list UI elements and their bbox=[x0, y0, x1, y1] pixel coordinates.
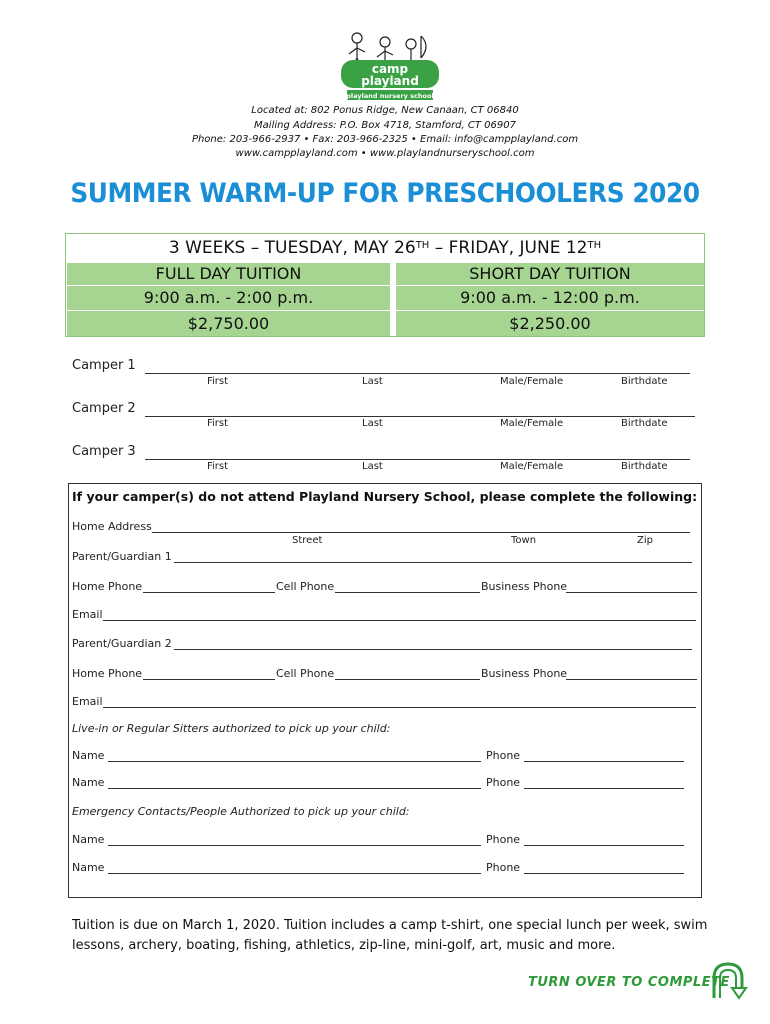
p2-cell-phone-label: Cell Phone bbox=[276, 667, 335, 680]
camper-2-field[interactable] bbox=[145, 416, 695, 417]
emergency-2-phone-label: Phone bbox=[486, 861, 521, 874]
camper-2-label: Camper 2 bbox=[72, 401, 136, 416]
town-label: Town bbox=[511, 535, 537, 546]
p1-cell-phone-label: Cell Phone bbox=[276, 580, 335, 593]
p2-email-field[interactable] bbox=[103, 707, 696, 708]
tuition-table bbox=[65, 233, 705, 337]
short-day-label: SHORT DAY TUITION bbox=[396, 263, 704, 285]
street-label: Street bbox=[292, 535, 323, 546]
turn-over-text: TURN OVER TO COMPLETE bbox=[528, 975, 730, 990]
mailing-address: Mailing Address: P.O. Box 4718, Stamford, CT 06907 bbox=[254, 120, 516, 131]
camper-3-first: First bbox=[207, 461, 229, 472]
p2-business-phone-field[interactable] bbox=[566, 679, 697, 680]
camper-2-birthdate: Birthdate bbox=[621, 418, 668, 429]
dates-end-suffix: TH bbox=[587, 240, 602, 251]
parent2-label: Parent/Guardian 2 bbox=[72, 637, 172, 650]
p2-home-phone-label: Home Phone bbox=[72, 667, 143, 680]
dates-start-suffix: TH bbox=[415, 240, 430, 251]
parent1-label: Parent/Guardian 1 bbox=[72, 550, 172, 563]
p1-home-phone-label: Home Phone bbox=[72, 580, 143, 593]
p2-business-phone-label: Business Phone bbox=[481, 667, 568, 680]
logo-tagline: playland nursery school bbox=[346, 92, 434, 100]
p1-cell-phone-field[interactable] bbox=[335, 592, 480, 593]
parent1-field[interactable] bbox=[174, 562, 692, 563]
emergency-1-phone-label: Phone bbox=[486, 833, 521, 846]
sitter-2-phone-field[interactable] bbox=[524, 788, 684, 789]
dates-start: 3 WEEKS – TUESDAY, MAY 26 bbox=[168, 238, 416, 258]
emergency-heading: Emergency Contacts/People Authorized to pick up your child: bbox=[72, 805, 410, 818]
emergency-2-phone-field[interactable] bbox=[524, 873, 684, 874]
camper-3-birthdate: Birthdate bbox=[621, 461, 668, 472]
websites: www.campplayland.com • www.playlandnurseryschool.com bbox=[235, 148, 535, 159]
short-day-price: $2,250.00 bbox=[396, 311, 704, 336]
located-address: Located at: 802 Ponus Ridge, New Canaan, CT 06840 bbox=[251, 105, 519, 116]
camper-3-gender: Male/Female bbox=[500, 461, 564, 472]
camper-1-last: Last bbox=[362, 376, 383, 387]
p2-cell-phone-field[interactable] bbox=[335, 679, 480, 680]
short-day-hours: 9:00 a.m. - 12:00 p.m. bbox=[396, 286, 704, 310]
sitters-heading: Live-in or Regular Sitters authorized to pick up your child: bbox=[72, 722, 391, 735]
camper-1-field[interactable] bbox=[145, 373, 690, 374]
parent2-field[interactable] bbox=[174, 649, 692, 650]
camper-1-first: First bbox=[207, 376, 229, 387]
p1-business-phone-label: Business Phone bbox=[481, 580, 568, 593]
guardian-info-box bbox=[68, 483, 702, 898]
camper-1-gender: Male/Female bbox=[500, 376, 564, 387]
contact-info: Phone: 203-966-2937 • Fax: 203-966-2325 • Email: info@campplayland.com bbox=[191, 134, 579, 145]
camper-1-birthdate: Birthdate bbox=[621, 376, 668, 387]
camp-logo bbox=[335, 30, 445, 102]
camper-2-last: Last bbox=[362, 418, 383, 429]
schedule-dates bbox=[66, 234, 704, 262]
p1-email-field[interactable] bbox=[103, 620, 696, 621]
logo-word-camp: camp bbox=[371, 62, 409, 76]
logo-word-playland: playland bbox=[361, 74, 419, 88]
p2-home-phone-field[interactable] bbox=[143, 679, 275, 680]
camper-3-label: Camper 3 bbox=[72, 444, 136, 459]
emergency-1-name-label: Name bbox=[72, 833, 105, 846]
home-address-field[interactable] bbox=[152, 532, 690, 533]
full-day-price: $2,750.00 bbox=[67, 311, 390, 336]
zip-label: Zip bbox=[637, 535, 653, 546]
guardian-heading: If your camper(s) do not attend Playland Nursery School, please complete the following: bbox=[72, 489, 698, 504]
full-day-hours: 9:00 a.m. - 2:00 p.m. bbox=[67, 286, 390, 310]
emergency-1-phone-field[interactable] bbox=[524, 845, 684, 846]
home-address-label: Home Address bbox=[72, 520, 152, 533]
camper-3-field[interactable] bbox=[145, 459, 690, 460]
camper-2-first: First bbox=[207, 418, 229, 429]
emergency-2-name-label: Name bbox=[72, 861, 105, 874]
sitter-2-phone-label: Phone bbox=[486, 776, 521, 789]
tuition-note: Tuition is due on March 1, 2020. Tuition includes a camp t-shirt, one special lunch per week, swim lessons, archery, boating, fishing, athletics, zip-line, mini-golf, art, music and more. bbox=[72, 918, 708, 953]
sitter-1-name-label: Name bbox=[72, 749, 105, 762]
sitter-2-name-label: Name bbox=[72, 776, 105, 789]
turn-over-arrow-icon bbox=[708, 960, 752, 1002]
dates-end: – FRIDAY, JUNE 12 bbox=[429, 238, 588, 258]
emergency-2-name-field[interactable] bbox=[108, 873, 481, 874]
full-day-label: FULL DAY TUITION bbox=[67, 263, 390, 285]
sitter-2-name-field[interactable] bbox=[108, 788, 481, 789]
p1-business-phone-field[interactable] bbox=[566, 592, 697, 593]
p1-email-label: Email bbox=[72, 608, 103, 621]
camper-1-label: Camper 1 bbox=[72, 358, 136, 373]
sitter-1-name-field[interactable] bbox=[108, 761, 481, 762]
emergency-1-name-field[interactable] bbox=[108, 845, 481, 846]
p2-email-label: Email bbox=[72, 695, 103, 708]
p1-home-phone-field[interactable] bbox=[143, 592, 275, 593]
camper-2-gender: Male/Female bbox=[500, 418, 564, 429]
page-title: SUMMER WARM-UP FOR PRESCHOOLERS 2020 bbox=[70, 178, 700, 209]
camper-3-last: Last bbox=[362, 461, 383, 472]
sitter-1-phone-field[interactable] bbox=[524, 761, 684, 762]
sitter-1-phone-label: Phone bbox=[486, 749, 521, 762]
